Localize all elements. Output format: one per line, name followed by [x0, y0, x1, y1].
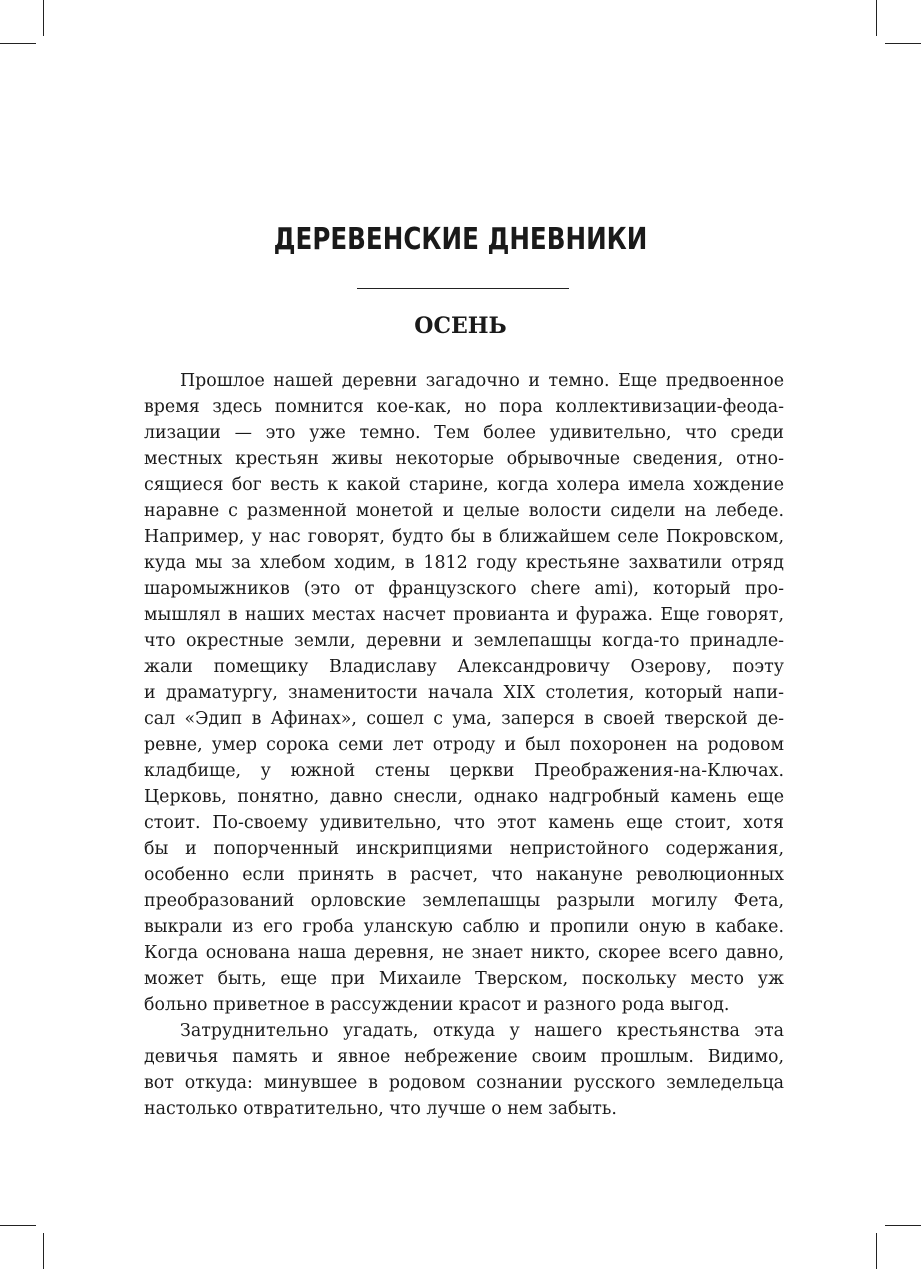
text-line: преобразований орловские землепашцы разрыли могилу Фета,: [144, 891, 784, 911]
body-text: [144, 368, 784, 1122]
text-line: кладбище, у южной стены церкви Преображения-на-Ключах.: [144, 761, 784, 781]
crop-mark-top-right-vertical: [876, 0, 877, 36]
text-line: может быть, еще при Михаиле Тверском, поскольку место уж: [144, 969, 784, 989]
text-line: местных крестьян живы некоторые обрывочные сведения, отно-: [144, 449, 784, 469]
text-line: Когда основана наша деревня, не знает никто, скорее всего давно,: [144, 943, 784, 963]
text-line: ревне, умер сорока семи лет отроду и был похоронен на родовом: [144, 735, 784, 755]
text-line: шаромыжников (это от французского chere ami), который про-: [144, 579, 784, 599]
text-line: сал «Эдип в Афинах», сошел с ума, заперся в своей тверской де-: [144, 709, 784, 729]
paragraph: [144, 368, 784, 1018]
crop-mark-top-left-vertical: [43, 0, 44, 36]
text-line: настолько отвратительно, что лучше о нем забыть.: [144, 1099, 617, 1119]
section-title: ОСЕНЬ: [414, 313, 507, 339]
chapter-title: ДЕРЕВЕНСКИЕ ДНЕВНИКИ: [273, 222, 648, 257]
crop-mark-top-left-horizontal: [0, 43, 36, 44]
text-line: девичья память и явное небрежение своим прошлым. Видимо,: [144, 1047, 784, 1067]
text-line: наравне с разменной монетой и целые волости сидели на лебеде.: [144, 501, 784, 521]
paragraph: [144, 1018, 784, 1122]
text-line: стоит. По-своему удивительно, что этот камень еще стоит, хотя: [144, 813, 784, 833]
text-line: жали помещику Владиславу Александровичу Озерову, поэту: [144, 657, 784, 677]
text-line: что окрестные земли, деревни и землепашцы когда-то принадле-: [144, 631, 784, 651]
text-line: время здесь помнится кое-как, но пора коллективизации-феода-: [144, 397, 784, 417]
text-line: особенно если принять в расчет, что накануне революционных: [144, 865, 784, 885]
crop-mark-bottom-right-vertical: [876, 1233, 877, 1269]
text-line: и драматургу, знаменитости начала XIX столетия, который напи-: [144, 683, 784, 703]
text-line: сящиеся бог весть к какой старине, когда холера имела хождение: [144, 475, 784, 495]
text-line: бы и попорченный инскрипциями непристойного содержания,: [144, 839, 784, 859]
text-line: куда мы за хлебом ходим, в 1812 году крестьяне захватили отряд: [144, 553, 784, 573]
crop-mark-top-right-horizontal: [885, 43, 921, 44]
text-line: Затруднительно угадать, откуда у нашего крестьянства эта: [180, 1021, 784, 1041]
text-line: Например, у нас говорят, будто бы в ближайшем селе Покровском,: [144, 527, 784, 547]
text-line: выкрали из его гроба уланскую саблю и пропили оную в кабаке.: [144, 917, 784, 937]
crop-mark-bottom-right-horizontal: [885, 1225, 921, 1226]
text-line: вот откуда: минувшее в родовом сознании русского земледельца: [144, 1073, 784, 1093]
crop-mark-bottom-left-vertical: [43, 1233, 44, 1269]
title-divider: [357, 288, 569, 289]
text-line: Церковь, понятно, давно снесли, однако надгробный камень еще: [144, 787, 784, 807]
text-line: мышлял в наших местах насчет провианта и фуража. Еще говорят,: [144, 605, 784, 625]
text-line: лизации — это уже темно. Тем более удивительно, что среди: [144, 423, 784, 443]
text-line: Прошлое нашей деревни загадочно и темно. Еще предвоенное: [180, 371, 784, 391]
text-line: больно приветное в рассуждении красот и разного рода выгод.: [144, 995, 730, 1015]
crop-mark-bottom-left-horizontal: [0, 1225, 36, 1226]
